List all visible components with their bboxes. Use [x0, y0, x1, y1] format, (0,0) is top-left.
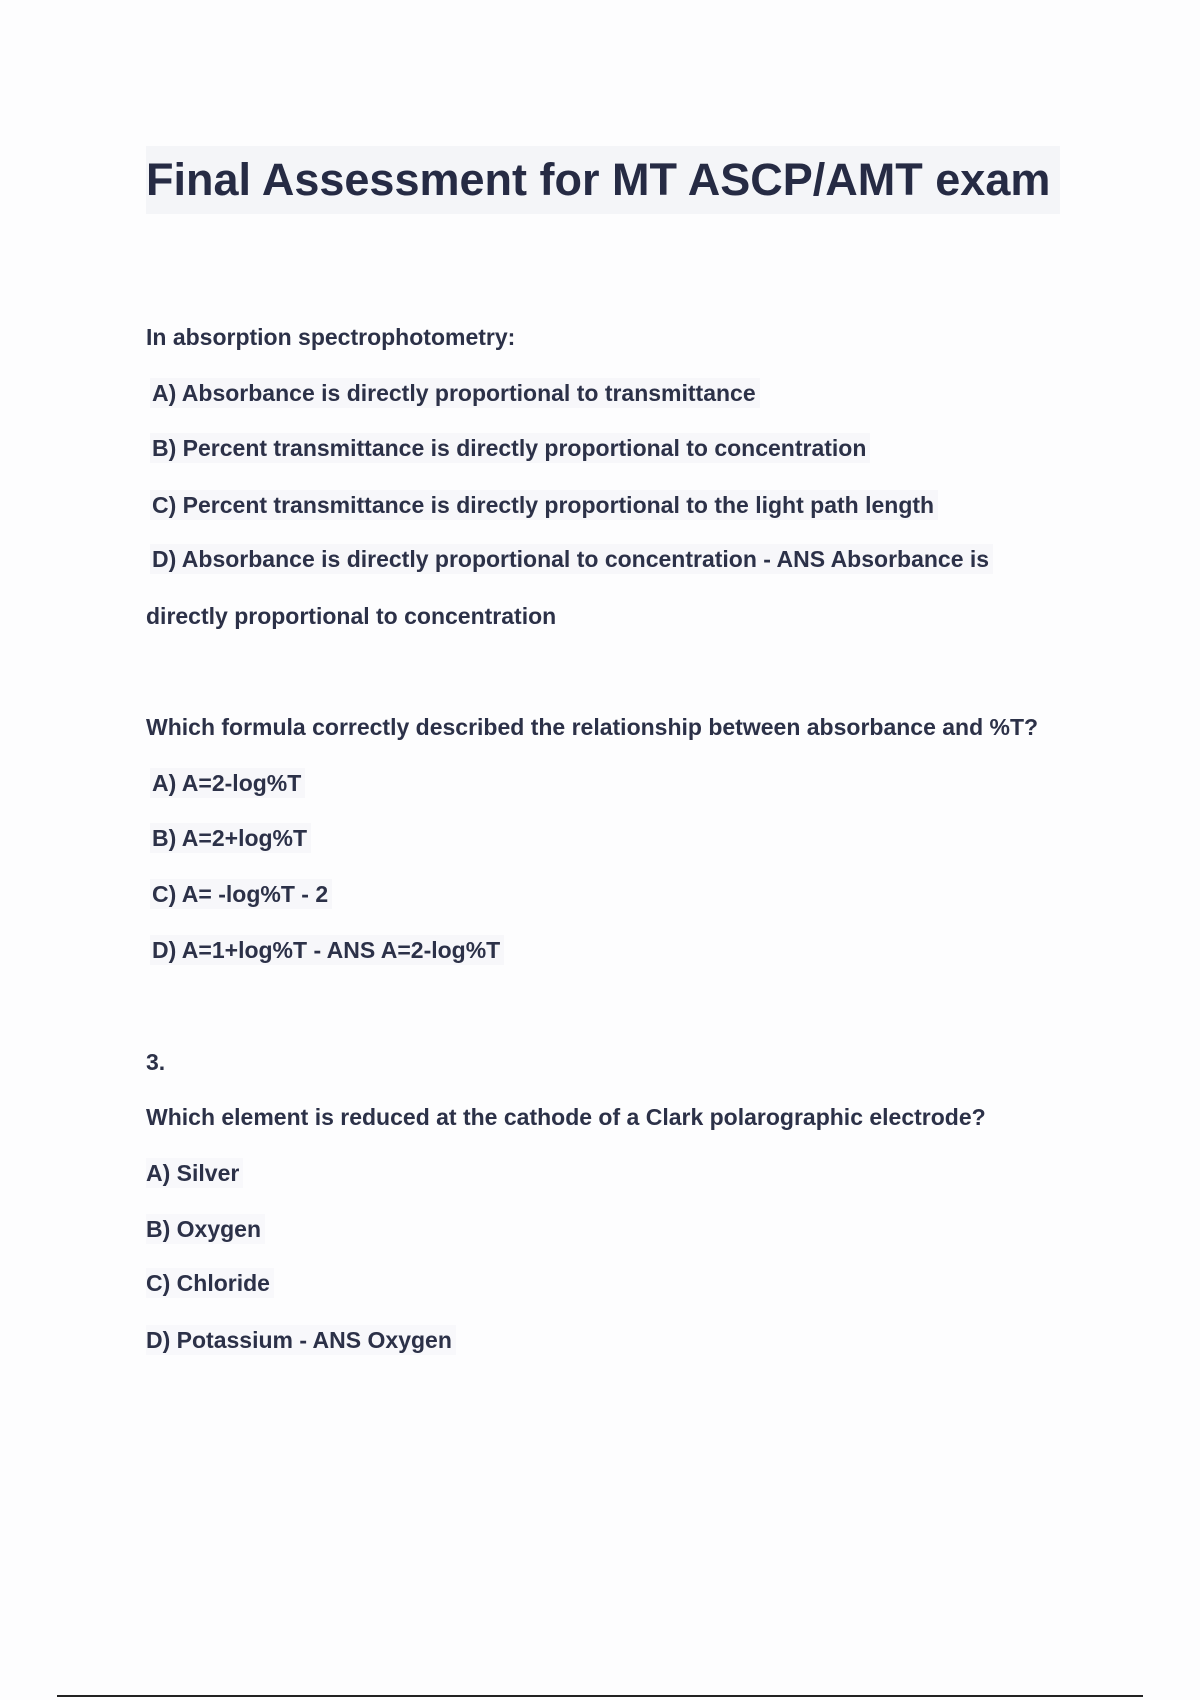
question-3-option-b: B) Oxygen [146, 1214, 265, 1244]
question-3-prompt: Which element is reduced at the cathode of a Clark polarographic electrode? [146, 1104, 986, 1130]
question-1-prompt: In absorption spectrophotometry: [146, 324, 516, 350]
question-1-answer-continuation: directly proportional to concentration [146, 603, 557, 629]
question-1-option-b: B) Percent transmittance is directly proportional to concentration [150, 433, 870, 463]
question-1-option-c: C) Percent transmittance is directly proportional to the light path length [150, 490, 938, 520]
question-1-option-a: A) Absorbance is directly proportional to transmittance [150, 378, 760, 408]
question-3-option-d: D) Potassium - ANS Oxygen [146, 1325, 456, 1355]
question-2-option-a: A) A=2-log%T [150, 768, 305, 798]
question-3-option-a: A) Silver [146, 1158, 243, 1188]
question-2-option-d: D) A=1+log%T - ANS A=2-log%T [150, 935, 504, 965]
question-3-option-c: C) Chloride [146, 1268, 274, 1298]
page-bottom-divider [57, 1695, 1143, 1697]
question-2-option-c: C) A= -log%T - 2 [150, 879, 332, 909]
question-2-prompt: Which formula correctly described the relationship between absorbance and %T? [146, 714, 1039, 740]
question-2-option-b: B) A=2+log%T [150, 823, 311, 853]
document-title: Final Assessment for MT ASCP/AMT exam [146, 146, 1060, 214]
question-3-number: 3. [146, 1049, 166, 1075]
question-1-option-d: D) Absorbance is directly proportional to concentration - ANS Absorbance is [150, 544, 993, 574]
